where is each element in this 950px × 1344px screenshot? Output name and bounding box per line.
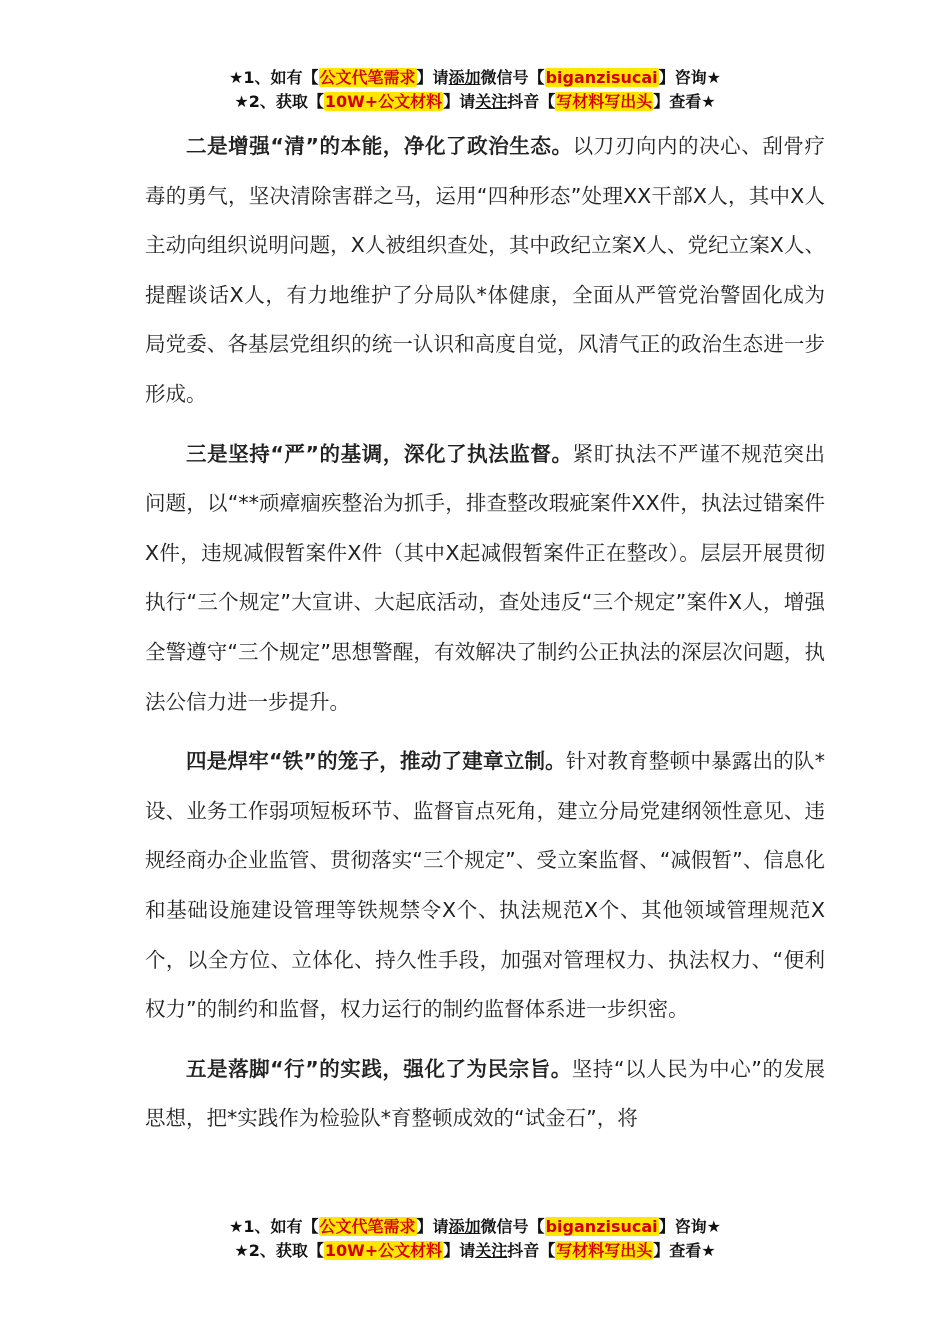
banner-line-2: ★2、获取【10W+公文材料】请关注抖音【写材料写出头】查看★ (234, 1241, 716, 1260)
paragraph-2 (145, 122, 825, 420)
paragraph-lead: 五是落脚“行”的实践，强化了为民宗旨。 (186, 1056, 572, 1081)
paragraph-lead: 四是焊牢“铁”的笼子，推动了建章立制。 (186, 749, 566, 774)
header-banner (0, 66, 950, 114)
paragraph-lead: 二是增强“清”的本能，净化了政治生态。 (186, 134, 573, 158)
banner-line-1: ★1、如有【公文代笔需求】请添加微信号【biganzisucai】咨询★ (229, 1217, 721, 1236)
paragraph-lead: 三是坚持“严”的基调，深化了执法监督。 (186, 441, 573, 466)
highlight-wechat-id: biganzisucai (545, 68, 658, 87)
highlight-douyin-id: 写材料写出头 (556, 1241, 653, 1260)
paragraph-text: 针对教育整顿中暴露出的队*设、业务工作弱项短板环节、监督盲点死角，建立分局党建纲领性意见、违规经商办企业监管、贯彻落实“三个规定”、受立案监督、“减假暂”、信息化和基础设施建设管理等铁规禁令X个、执法规范X个、其他领域管理规范X个，以全方位、立体化、持久性手段，加强对管理权力、执法权力、“便利权力”的制约和监督，权力运行的制约监督体系进一步织密。 (145, 749, 825, 1022)
banner-line-2: ★2、获取【10W+公文材料】请关注抖音【写材料写出头】查看★ (234, 92, 716, 111)
highlight-service: 公文代笔需求 (319, 1217, 416, 1236)
paragraph-text: 紧盯执法不严谨不规范突出问题，以“**顽瘴痼疾整治为抓手，排查整改瑕疵案件XX件，执法过错案件X件，违规减假暂案件X件（其中X起减假暂案件正在整改）。层层开展贯彻执行“三个规定”大宣讲、大起底活动，查处违反“三个规定”案件X人，增强全警遵守“三个规定”思想警醒，有效解决了制约公正执法的深层次问题，执法公信力进一步提升。 (145, 441, 825, 714)
highlight-douyin-id: 写材料写出头 (556, 92, 653, 111)
paragraph-5 (145, 1045, 825, 1144)
footer-banner (0, 1215, 950, 1263)
paragraph-3 (145, 430, 825, 728)
highlight-materials: 10W+公文材料 (324, 92, 443, 111)
paragraph-text: 以刀刃向内的决心、刮骨疗毒的勇气，坚决清除害群之马，运用“四种形态”处理XX干部X人，其中X人主动向组织说明问题，X人被组织查处，其中政纪立案X人、党纪立案X人、提醒谈话X人，有力地维护了分局队*体健康，全面从严管党治警固化成为局党委、各基层党组织的统一认识和高度自觉，风清气正的政治生态进一步形成。 (145, 134, 825, 406)
highlight-materials: 10W+公文材料 (324, 1241, 443, 1260)
highlight-wechat-id: biganzisucai (545, 1217, 658, 1236)
paragraph-text: 坚持“以人民为中心”的发展思想，把*实践作为检验队*育整顿成效的“试金石”，将 (145, 1056, 825, 1131)
highlight-service: 公文代笔需求 (319, 68, 416, 87)
banner-line-1: ★1、如有【公文代笔需求】请添加微信号【biganzisucai】咨询★ (229, 68, 721, 87)
document-body (145, 122, 825, 1144)
paragraph-4 (145, 737, 825, 1035)
